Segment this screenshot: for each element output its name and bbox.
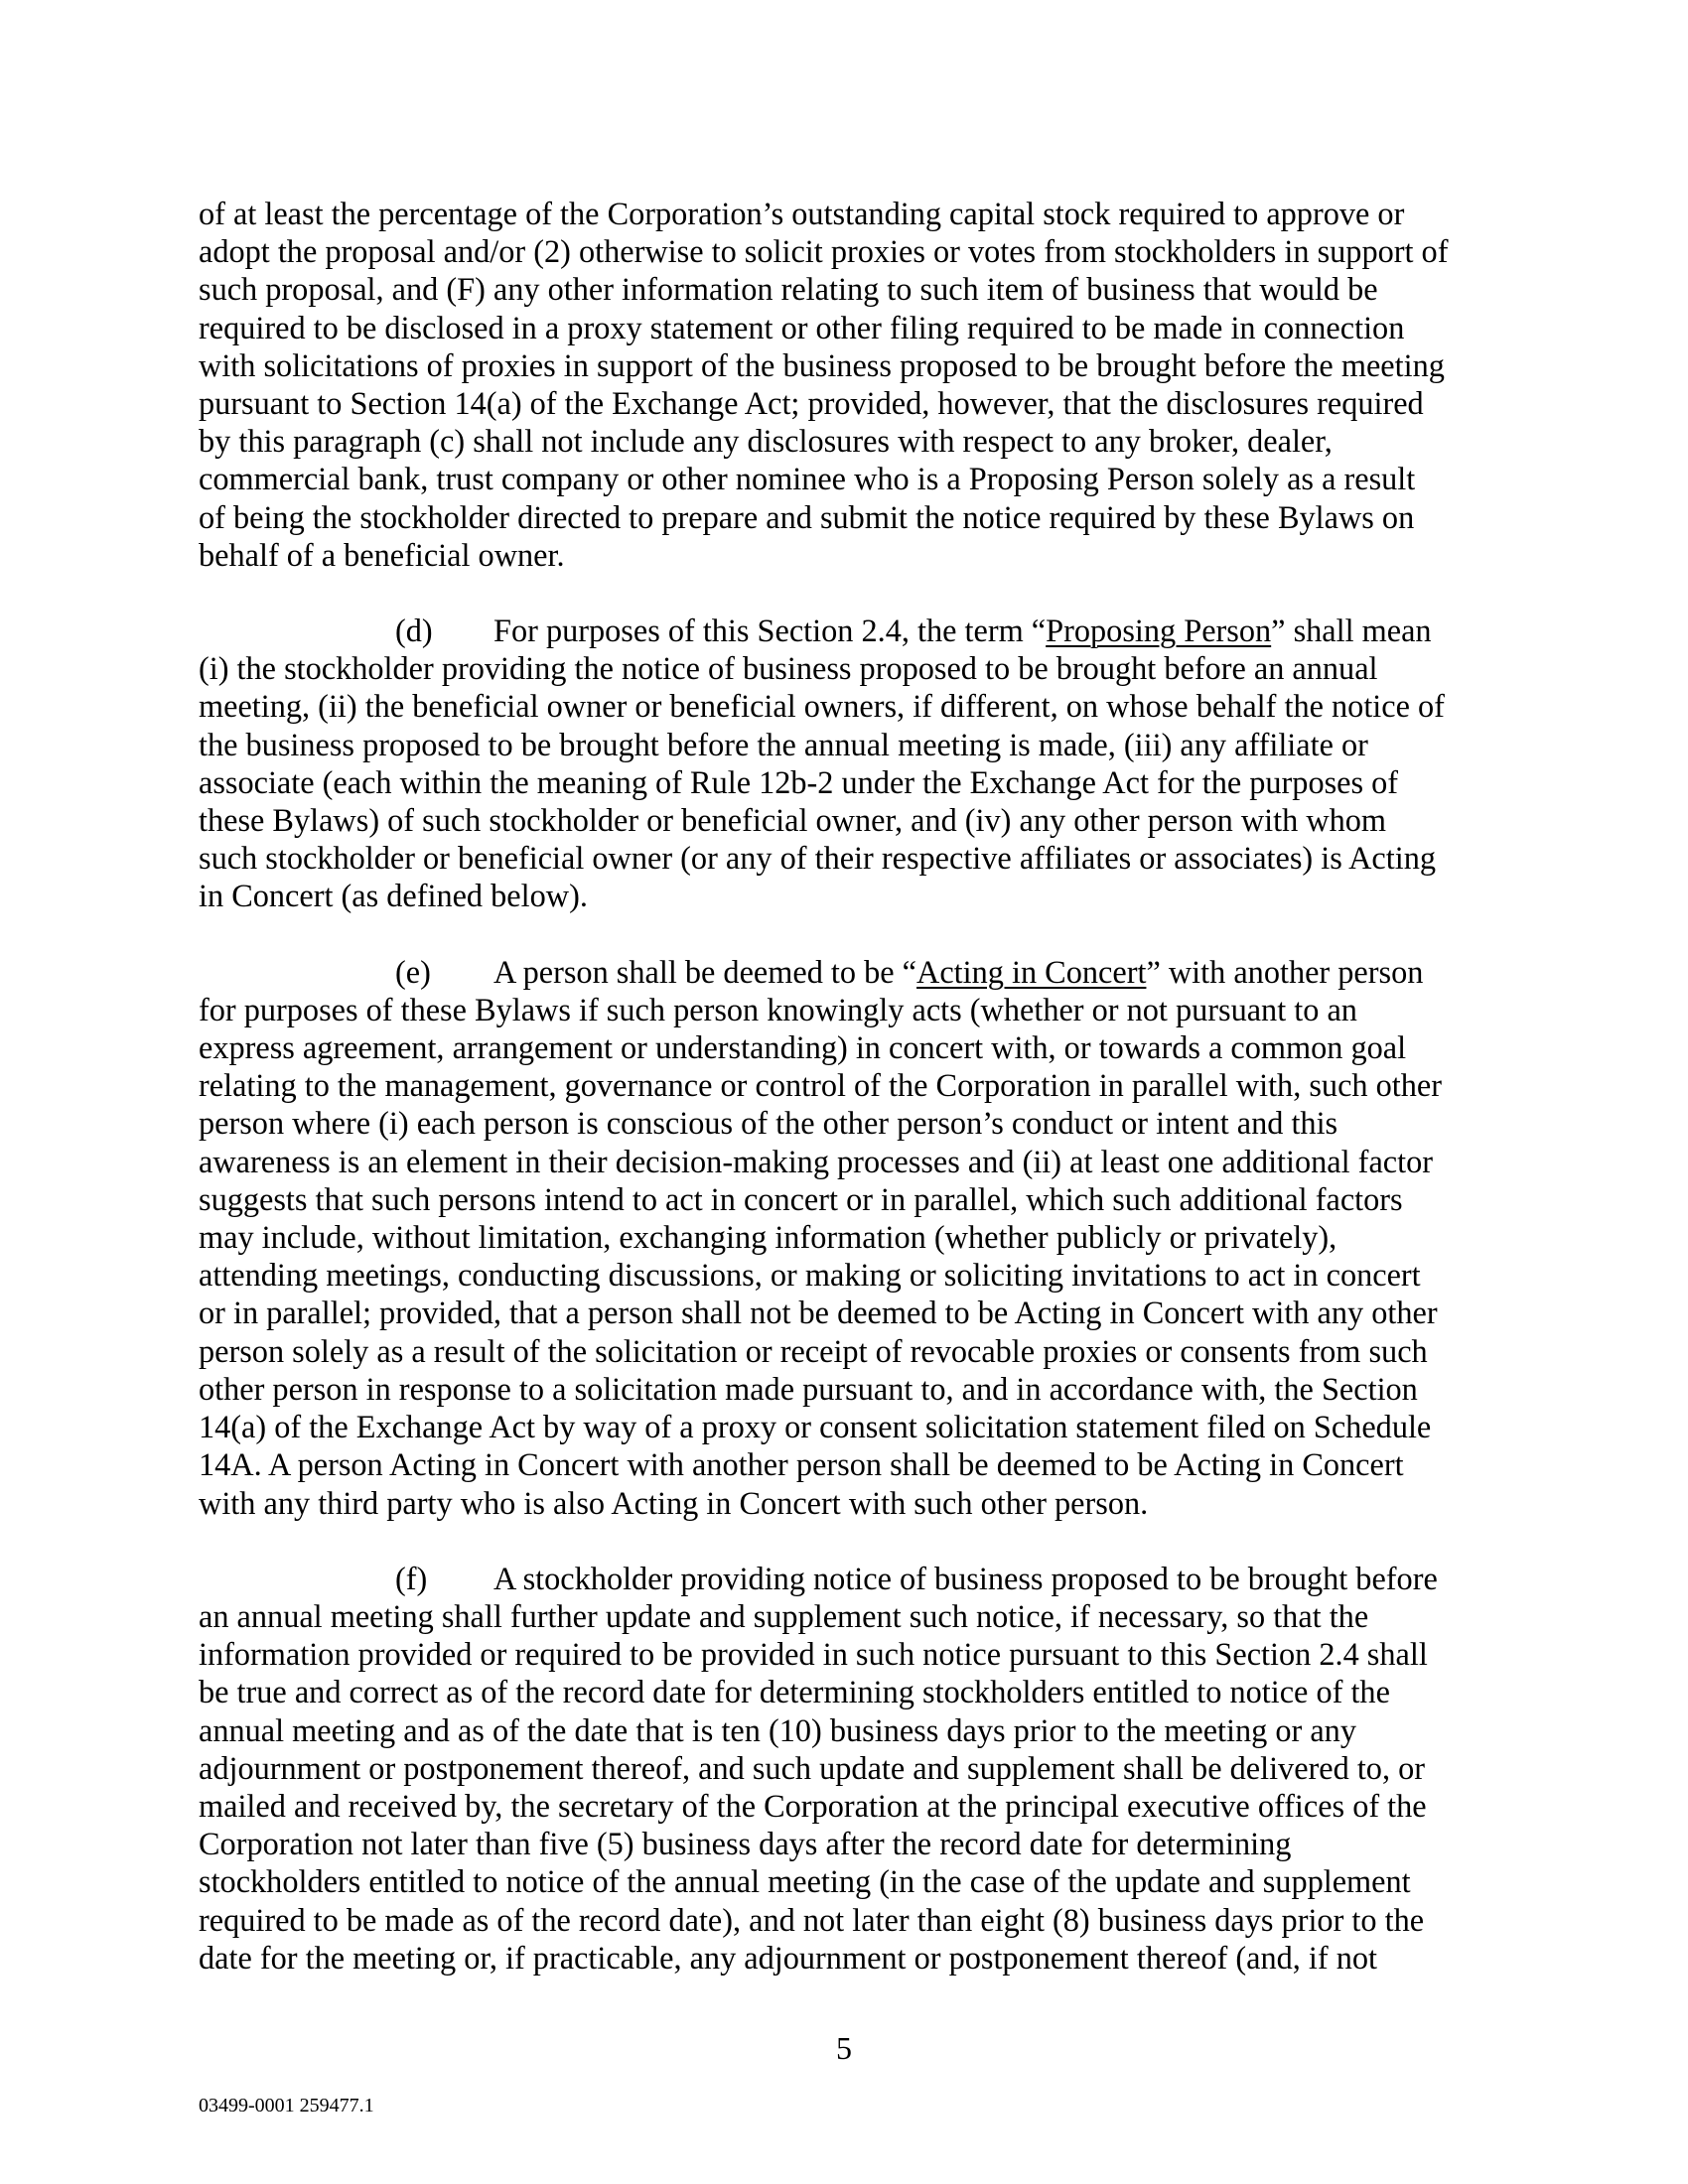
text-line: these Bylaws) of such stockholder or beneficial owner, and (iv) any other person with whom <box>199 802 1387 839</box>
text-line: associate (each within the meaning of Rule 12b-2 under the Exchange Act for the purposes of <box>199 763 1399 800</box>
paragraph-label: (f) <box>395 1560 428 1596</box>
paragraph-e <box>199 953 1483 1522</box>
text-line: mailed and received by, the secretary of the Corporation at the principal executive offices of the <box>199 1787 1427 1824</box>
document-page <box>199 195 1483 2014</box>
paragraph-label: (d) <box>395 613 433 649</box>
text-line: awareness is an element in their decision-making processes and (ii) at least one additional factor <box>199 1143 1433 1179</box>
text-line: meeting, (ii) the beneficial owner or beneficial owners, if different, on whose behalf the notice of <box>199 688 1445 725</box>
paragraph-label: (e) <box>395 953 431 990</box>
text-line: express agreement, arrangement or understanding) in concert with, or towards a common goal <box>199 1029 1407 1066</box>
paragraph-c-continuation <box>199 195 1483 574</box>
text-line: of being the stockholder directed to prepare and submit the notice required by these Bylaws on <box>199 498 1415 535</box>
text-line: information provided or required to be provided in such notice pursuant to this Section 2.4 shall <box>199 1636 1428 1673</box>
text-line: an annual meeting shall further update and supplement such notice, if necessary, so that the <box>199 1597 1369 1634</box>
text-line: annual meeting and as of the date that is ten (10) business days prior to the meeting or any <box>199 1711 1356 1748</box>
text-line: behalf of a beneficial owner. <box>199 536 565 573</box>
text-line: may include, without limitation, exchanging information (whether publicly or privately), <box>199 1219 1337 1256</box>
text-line: with any third party who is also Acting in Concert with such other person. <box>199 1484 1149 1521</box>
text-line: 14(a) of the Exchange Act by way of a proxy or consent solicitation statement filed on Schedule <box>199 1409 1432 1445</box>
text-line: required to be made as of the record date), and not later than eight (8) business days prior to the <box>199 1901 1425 1938</box>
text-line: such proposal, and (F) any other information relating to such item of business that would be <box>199 271 1378 308</box>
text-line: such stockholder or beneficial owner (or any of their respective affiliates or associates) is Acting <box>199 840 1436 877</box>
text-line: Corporation not later than five (5) business days after the record date for determining <box>199 1826 1292 1862</box>
text-line: by this paragraph (c) shall not include any disclosures with respect to any broker, dealer, <box>199 423 1333 460</box>
text-line: attending meetings, conducting discussions, or making or soliciting invitations to act in concert <box>199 1257 1421 1294</box>
text-line: relating to the management, governance or control of the Corporation in parallel with, such other <box>199 1067 1442 1104</box>
text-segment: A person shall be deemed to be “ <box>493 953 917 990</box>
text-line: required to be disclosed in a proxy statement or other filing required to be made in connection <box>199 309 1405 345</box>
text-line: 14A. A person Acting in Concert with another person shall be deemed to be Acting in Concert <box>199 1446 1404 1483</box>
text-segment: For purposes of this Section 2.4, the term “ <box>493 613 1047 649</box>
paragraph-f-first-line <box>199 1560 1483 1597</box>
paragraph-f <box>199 1560 1483 1977</box>
text-segment: A stockholder providing notice of business proposed to be brought before <box>493 1560 1438 1596</box>
text-line: (i) the stockholder providing the notice of business proposed to be brought before an annual <box>199 650 1378 687</box>
text-line: of at least the percentage of the Corporation’s outstanding capital stock required to approve or <box>199 196 1405 231</box>
text-line: be true and correct as of the record date for determining stockholders entitled to notice of the <box>199 1674 1390 1710</box>
text-line: adopt the proposal and/or (2) otherwise to solicit proxies or votes from stockholders in support of <box>199 233 1449 270</box>
defined-term-proposing-person: Proposing Person <box>1046 613 1272 649</box>
text-line: the business proposed to be brought before the annual meeting is made, (iii) any affiliate or <box>199 726 1368 762</box>
text-segment: ” shall mean <box>1271 613 1432 649</box>
paragraph-d-first-line <box>199 612 1483 649</box>
text-line: person where (i) each person is conscious of the other person’s conduct or intent and this <box>199 1105 1338 1142</box>
text-line: stockholders entitled to notice of the annual meeting (in the case of the update and supplement <box>199 1863 1411 1900</box>
defined-term-acting-in-concert: Acting in Concert <box>916 953 1147 990</box>
text-line: person solely as a result of the solicitation or receipt of revocable proxies or consents from such <box>199 1332 1428 1369</box>
text-line: or in parallel; provided, that a person shall not be deemed to be Acting in Concert with any other <box>199 1295 1438 1331</box>
paragraph-d <box>199 612 1483 915</box>
text-line: date for the meeting or, if practicable, any adjournment or postponement thereof (and, if not <box>199 1939 1377 1976</box>
text-line: in Concert (as defined below). <box>199 878 588 914</box>
text-line: other person in response to a solicitation made pursuant to, and in accordance with, the Section <box>199 1370 1418 1407</box>
document-id: 03499-0001 259477.1 <box>199 2095 374 2116</box>
text-line: adjournment or postponement thereof, and such update and supplement shall be delivered to, or <box>199 1749 1426 1786</box>
text-line: with solicitations of proxies in support of the business proposed to be brought before the meeting <box>199 346 1445 383</box>
page-number: 5 <box>836 2030 852 2066</box>
text-line: suggests that such persons intend to act in concert or in parallel, which such additional factors <box>199 1180 1403 1217</box>
text-line: pursuant to Section 14(a) of the Exchange Act; provided, however, that the disclosures required <box>199 385 1424 422</box>
text-line: for purposes of these Bylaws if such person knowingly acts (whether or not pursuant to an <box>199 991 1357 1027</box>
text-segment: ” with another person <box>1146 953 1424 990</box>
paragraph-e-first-line <box>199 953 1483 991</box>
text-line: commercial bank, trust company or other nominee who is a Proposing Person solely as a result <box>199 461 1416 497</box>
